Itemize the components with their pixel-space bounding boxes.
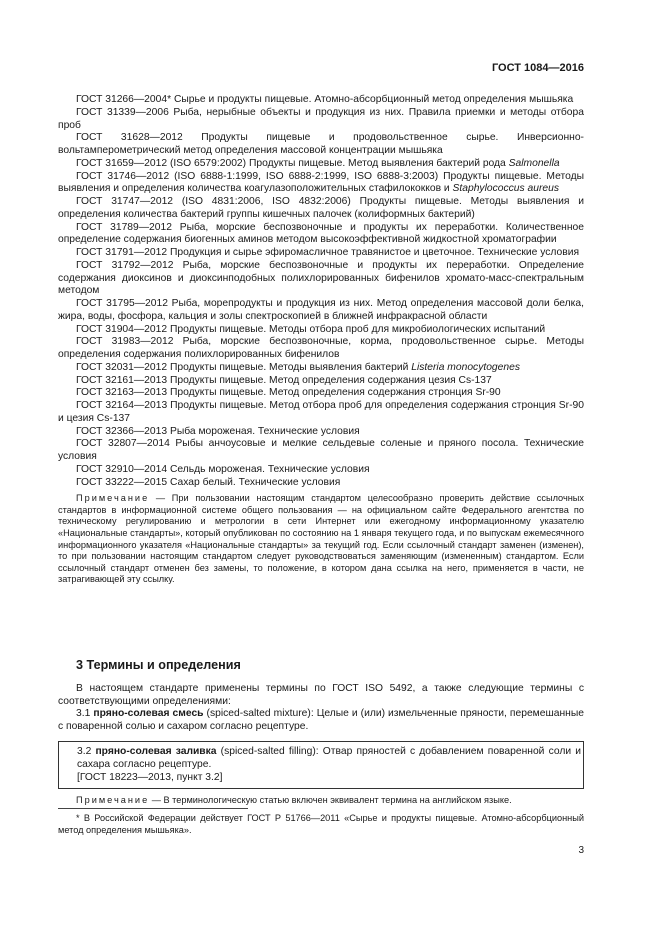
document-id: ГОСТ 1084—2016: [491, 62, 584, 74]
term-number: 3.1: [76, 708, 94, 720]
section-heading: 3 Термины и определения: [76, 658, 241, 672]
term-source: [ГОСТ 18223—2013, пункт 3.2]: [77, 771, 223, 783]
term-name: пряно-солевая заливка: [95, 746, 217, 758]
references-note: [58, 493, 584, 586]
term-number: 3.2: [77, 746, 96, 758]
reference-item: ГОСТ 32163—2013 Продукты пищевые. Метод определения содержания стронция Sr-90: [76, 387, 501, 399]
reference-item: ГОСТ 31795—2012 Рыба, морепродукты и продукция из них. Метод определения массовой доли белка, жира, воды, фосфора, кальция и золы спектроскопией в ближней инфракрасной области: [58, 298, 584, 322]
term-3-1: [58, 708, 584, 733]
note-text: — При пользовании настоящим стандартом целесообразно проверить действие ссылочных стандартов в информационной системе общего пользования — на официальном сайте Федерального агентства по техническому регулированию и метрологии в сети Интернет или ежегодному информационному указателю «Национальные стандарты», который опубликован по состоянию на 1 января текущего года, и по выпускам ежемесячного информационного указателя «Национальные стандарты» за текущий год. Если ссылочный стандарт заменен (изменен), то при пользовании настоящим стандартом следует руководствоваться заменяющим (измененным) стандартом. Если ссылочный стандарт отменен без замены, то положение, в котором дана ссылка на него, применяется в части, не затрагивающей эту ссылку.: [58, 493, 584, 585]
reference-item: ГОСТ 32366—2013 Рыба мороженая. Технические условия: [76, 425, 360, 437]
page-number: 3: [578, 845, 584, 856]
reference-item: ГОСТ 32910—2014 Сельдь мороженая. Технические условия: [76, 463, 370, 475]
note-text: — В терминологическую статью включен эквивалент термина на английском языке.: [149, 795, 512, 806]
footnote: * В Российской Федерации действует ГОСТ Р 51766—2011 «Сырье и продукты пищевые. Атомно-абсорбционный метод определения мышьяка».: [58, 813, 584, 835]
reference-item: ГОСТ 31339—2006 Рыба, нерыбные объекты и продукция из них. Правила приемки и методы отбора проб: [58, 106, 584, 131]
reference-item: ГОСТ 31628—2012 Продукты пищевые и продовольственное сырье. Инверсионно-вольтамперометрический метод определения массовой концентрации мышьяка: [58, 132, 584, 156]
term-3-2: [77, 746, 581, 771]
term-definition: (spiced-salted filling): Отвар пряностей с добавлением поваренной соли и сахара согласно рецептуре.: [77, 746, 581, 770]
reference-item: ГОСТ 31792—2012 Рыба, морские беспозвоночные и продукты их переработки. Определение содержания диоксинов и диоксинподобных полихлорированных бифенилов хромато-масс-спектральным методом: [58, 259, 584, 297]
reference-item: ГОСТ 32164—2013 Продукты пищевые. Метод отбора проб для определения содержания стронция Sr-90 и цезия Cs-137: [58, 400, 584, 424]
term-3-2-box: [58, 741, 584, 789]
reference-item: ГОСТ 31791—2012 Продукция и сырье эфиромасличное травянистое и цветочное. Технические условия: [76, 247, 580, 258]
reference-item: ГОСТ 31983—2012 Рыба, морские беспозвоночные, корма, продовольственное сырье. Методы определения содержания полихлорированных бифенилов: [58, 336, 584, 360]
reference-item: ГОСТ 31747—2012 (ISO 4831:2006, ISO 4832:2006) Продукты пищевые. Методы выявления и определения количества бактерий группы кишечных палочек (колиформных бактерий): [58, 196, 584, 220]
normative-references: [58, 94, 584, 586]
term-definition: (spiced-salted mixture): Целые и (или) измельченные пряности, перемешанные с поваренной солью и сахаром согласно рецептуре.: [58, 708, 584, 732]
terms-note: [58, 794, 584, 807]
reference-item: ГОСТ 31746—2012 (ISO 6888-1:1999, ISO 6888-2:1999, ISO 6888-3:2003) Продукты пищевые. Методы выявления и определения количества коагулазоположительных стафилококков и Staphylococcus aureus: [58, 170, 584, 195]
reference-item: ГОСТ 33222—2015 Сахар белый. Технические условия: [76, 476, 341, 488]
footnote-divider: [58, 808, 248, 809]
reference-item: ГОСТ 31659—2012 (ISO 6579:2002) Продукты пищевые. Метод выявления бактерий рода Salmonella: [76, 157, 560, 169]
reference-item: ГОСТ 31266—2004* Сырье и продукты пищевые. Атомно-абсорбционный метод определения мышьяка: [76, 94, 574, 105]
reference-item: ГОСТ 32807—2014 Рыбы анчоусовые и мелкие сельдевые соленые и пряного посола. Технические условия: [58, 438, 584, 462]
reference-item: ГОСТ 32031—2012 Продукты пищевые. Методы выявления бактерий Listeria monocytogenes: [76, 361, 520, 373]
section-intro: В настоящем стандарте применены термины по ГОСТ ISO 5492, а также следующие термины с соответствующими определениями:: [58, 683, 584, 707]
note-label: Примечание: [76, 795, 150, 806]
reference-item: ГОСТ 31789—2012 Рыба, морские беспозвоночные и продукты их переработки. Количественное определение содержания биогенных аминов методом высокоэффективной жидкостной хроматографии: [58, 221, 584, 246]
reference-item: ГОСТ 32161—2013 Продукты пищевые. Метод определения содержания цезия Cs-137: [76, 374, 492, 386]
term-name: пряно-солевая смесь: [93, 708, 204, 720]
note-label: Примечание: [76, 493, 150, 504]
terms-section: [58, 683, 584, 807]
reference-item: ГОСТ 31904—2012 Продукты пищевые. Методы отбора проб для микробиологических испытаний: [76, 323, 546, 335]
